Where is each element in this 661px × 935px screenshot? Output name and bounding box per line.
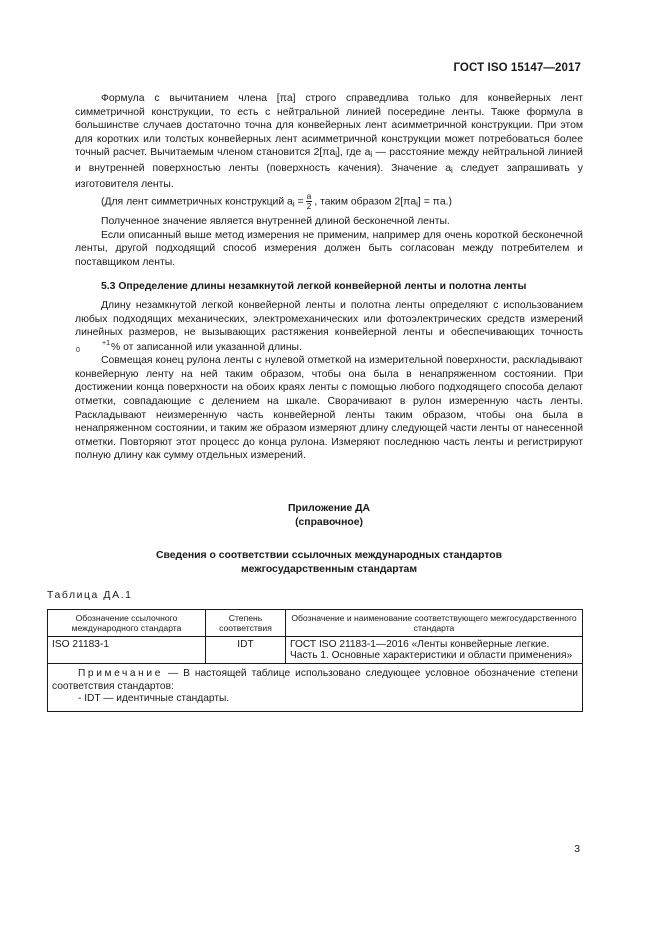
appendix-heading: Сведения о соответствии ссылочных международных стандартов межгосударственным стандартам <box>155 550 503 575</box>
header-interstate-standard: Обозначение и наименование соответствующего межгосударственного стандарта <box>286 610 583 637</box>
appendix-title: Приложение ДА <box>287 503 371 514</box>
paragraph-formula-explanation: Формула с вычитанием члена [πa] строго справедлива только для конвейерных лент симметричной конструкции, то есть с нейтральной линией посередине ленты. Также формула в большинстве случаев достаточно точна для конвейерных лент асимметричной конструкции. При этом для коротких или толстых конвейерных лент асимметричной конструкции может потребоваться более точный расчет. Вычитаемым членом становится $2[\pi a_i]$, где $a_i$ — расстояние между нейтральной линией и внутренней поверхностью ленты (поверхность качения). Значение $a_i$ следует запрашивать у изготовителя ленты. <box>75 93 584 190</box>
paragraph-result: Полученное значение является внутренней длиной бесконечной ленты. <box>101 216 450 228</box>
correspondence-table <box>47 609 583 712</box>
section-title-5-3: 5.3 Определение длины незамкнутой легкой конвейерной ленты и полотна ленты <box>101 280 527 292</box>
table-row <box>48 637 583 664</box>
main-text <box>75 92 583 463</box>
fraction-a-over-2: $\frac{a}{2}$ <box>306 191 312 212</box>
standard-header: ГОСТ ISO 15147—2017 <box>453 62 581 74</box>
paragraph-measurement-means: Длину незамкнутой легкой конвейерной ленты и полотна ленты определяют с использованием любых подходящих механических, электромеханических или фотоэлектрических средств измерений линейных размеров, не вызывающих растяжения конвейерной ленты и обеспечивающих точность +1 0 % от записанной или указанной длины. <box>75 300 583 354</box>
cell-iso: ISO 21183-1 <box>48 637 206 664</box>
table-header-row <box>48 610 583 637</box>
tolerance: +1 0 <box>76 339 110 354</box>
table-note-row <box>48 664 583 712</box>
header-degree: Степень соответствия <box>206 610 286 637</box>
table-caption: Таблица ДА.1 <box>47 590 133 601</box>
formula-symmetric: (Для лент симметричных конструкций $a_i$ = $\frac{a}{2}$ , таким образом $2[\pi a_i] = \pi a$.) <box>101 191 452 212</box>
cell-gost: ГОСТ ISO 21183-1—2016 «Ленты конвейерные легкие. Часть 1. Основные характеристики и области применения» <box>286 637 583 664</box>
note-item: - IDT — идентичные стандарты. <box>78 693 230 704</box>
table-note: Примечание — В настоящей таблице использовано следующее условное обозначение степени соответствия стандартов: - IDT — идентичные стандарты. <box>48 664 583 712</box>
cell-degree: IDT <box>206 637 286 664</box>
appendix-subtitle: (справочное) <box>295 516 363 528</box>
paragraph-alternative-method: Если описанный выше метод измерения не применим, например для очень короткой бесконечной ленты, другой подходящий способ измерения должен быть согласован между потребителем и поставщиком ленты. <box>75 229 583 268</box>
paragraph-procedure: Совмещая конец рулона ленты с нулевой отметкой на измерительной поверхности, раскладывают конвейерную ленту на ней таким образом, чтобы она была в ненапряженном состоянии. При достижении конца поверхности на обоих краях ленты с помощью любого подходящего способа делают отметки, совпадающие с делением на шкале. Сворачивают в рулон измеренную часть ленты. Раскладывают неизмеренную часть конвейерной ленты таким образом, чтобы она была в ненапряженном состоянии, и таким же образом измеряют длину следующей части ленты от нанесенной отметки. Повторяют этот процесс до конца рулона. Измеряют последнюю часть ленты и регистрируют полную длину как сумму отдельных измерений. <box>75 355 583 462</box>
page-number: 3 <box>574 844 580 855</box>
note-label: Примечание <box>78 668 163 679</box>
header-international-standard: Обозначение ссылочного международного стандарта <box>48 610 206 637</box>
appendix-label <box>75 502 583 529</box>
